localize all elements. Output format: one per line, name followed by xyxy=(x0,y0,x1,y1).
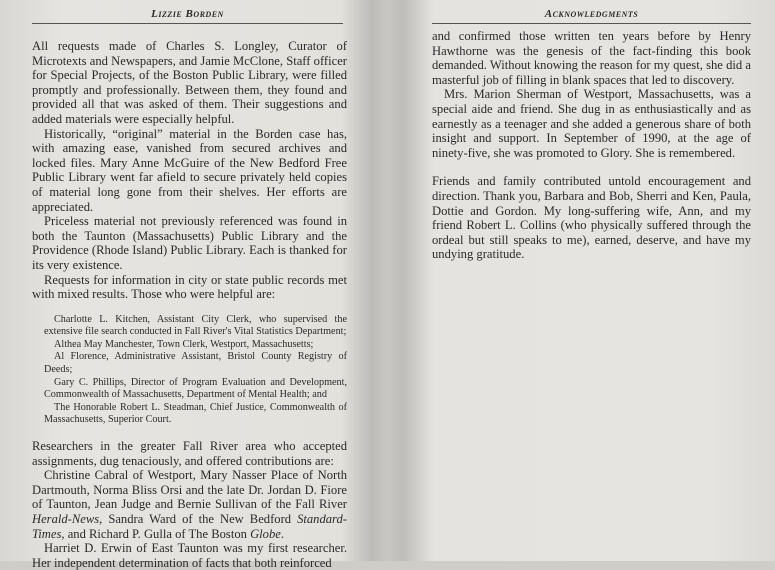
paragraph: and confirmed those written ten years before by Henry Hawthorne was the genesis of the fact-finding this book demanded. Without knowing the reason for my quest, she did a masterful job of filling in blank spaces that led to discovery. xyxy=(432,29,751,87)
publication-title: Herald-News xyxy=(32,512,100,526)
paragraph: Priceless material not previously referenced was found in both the Taunton (Massachusetts) Public Library and the Providence (Rhode Island) Public Library. Each is thanked for its very existence. xyxy=(32,214,347,272)
text-run: Christine Cabral of Westport, Mary Nasser Place of North Dartmouth, Norma Bliss Orsi and the late Dr. Jordan D. Fiore of Taunton, Jean Judge and Bernie Sullivan of the Fall River xyxy=(32,468,347,512)
right-page xyxy=(392,0,775,561)
paragraph: Friends and family contributed untold encouragement and direction. Thank you, Barbara and Bob, Sherri and Ken, Paula, Dottie and Gordon. My long-suffering wife, Ann, and my friend Robert L. Collins (who physically suffered through the ordeal but still speaks to me), earned, deserve, and have my undying gratitude. xyxy=(432,174,751,262)
running-head-left: Lizzie Borden xyxy=(32,8,343,24)
paragraph: All requests made of Charles S. Longley, Curator of Microtexts and Newspapers, and Jamie McClone, Staff officer for Special Projects, of the Boston Public Library, were filled promptly and professionally. Between them, they found and provided all that was asked of them. Their suggestions and added materials were especially helpful. xyxy=(32,39,347,126)
left-page xyxy=(0,0,385,570)
list-item: Althea May Manchester, Town Clerk, Westport, Massachusetts; xyxy=(54,338,314,350)
text-run: , and Richard P. Gulla of The Boston xyxy=(61,526,251,541)
list-item: Charlotte L. Kitchen, Assistant City Clerk, who supervised the extensive file search conducted in Fall River's Vital Statistics Department; xyxy=(44,313,347,338)
helpers-list xyxy=(44,314,347,427)
paragraph: Requests for information in city or state public records met with mixed results. Those who were helpful are: xyxy=(32,272,347,302)
running-head-right: Acknowledgments xyxy=(432,8,751,24)
paragraph: Researchers in the greater Fall River area who accepted assignments, dug tenaciously, and offered contributions are: xyxy=(32,439,347,468)
publication-title: Globe xyxy=(250,526,281,541)
list-item: Gary C. Phillips, Director of Program Evaluation and Development, Commonwealth of Massachusetts, Department of Mental Health; and xyxy=(44,376,347,401)
paragraph-gap xyxy=(432,160,751,174)
publication-title: Standard-Times xyxy=(32,512,347,541)
text-run: , Sandra Ward of the New Bedford xyxy=(99,512,298,526)
paragraph xyxy=(32,468,347,541)
paragraph: Historically, “original” material in the Borden case has, with amazing ease, vanished from secured archives and locked files. Mary Anne McGuire of the New Bedford Free Public Library went far afield to secure privately held copies of material long gone from their shelves. Her efforts are appreciated. xyxy=(32,126,347,214)
list-item: The Honorable Robert L. Steadman, Chief Justice, Commonwealth of Massachusetts, Superior Court. xyxy=(44,401,347,426)
list-item: Al Florence, Administrative Assistant, Bristol County Registry of Deeds; xyxy=(44,351,347,376)
paragraph: Mrs. Marion Sherman of Westport, Massachusetts, was a special aide and friend. She dug in as enthusiastically and as earnestly as a teenager and she added a generous share of both insight and support. In September of 1990, at the age of ninety-five, she was promoted to Glory. She is remembered. xyxy=(432,87,751,160)
text-run: . xyxy=(280,526,284,541)
paragraph: Harriet D. Erwin of East Taunton was my first researcher. Her independent determination of facts that both reinforced xyxy=(32,541,347,570)
